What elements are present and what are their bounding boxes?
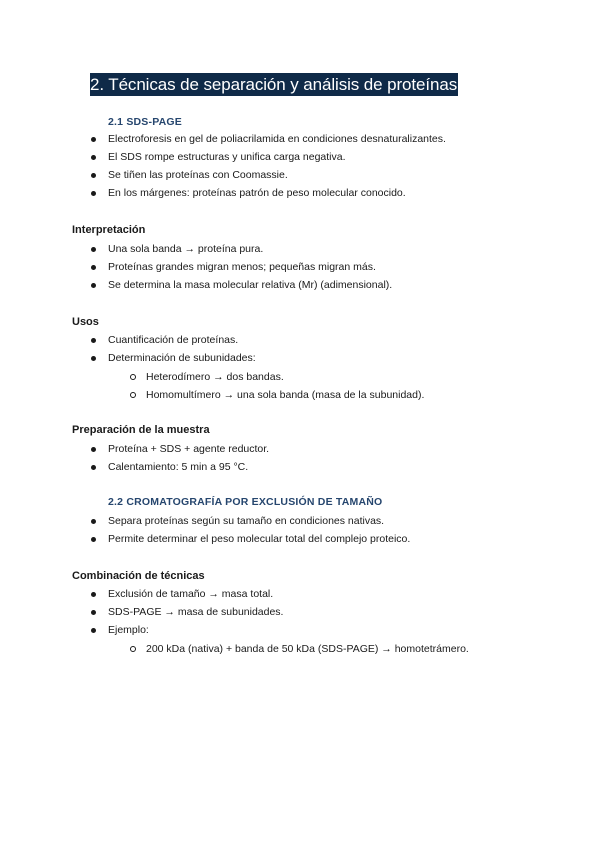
list-item: El SDS rompe estructuras y unifica carga negativa. (108, 148, 446, 166)
heading-usos: Usos (72, 316, 99, 328)
usos-list (108, 331, 256, 367)
list-item: Proteínas grandes migran menos; pequeñas migran más. (108, 258, 392, 276)
sub-list-item: Heterodímero → dos bandas. (146, 368, 424, 386)
list-item: SDS-PAGE → masa de subunidades. (108, 603, 283, 621)
list-item: Determinación de subunidades: (108, 349, 256, 367)
list-item: Separa proteínas según su tamaño en condiciones nativas. (108, 512, 410, 530)
list-item: Se determina la masa molecular relativa (Mr) (adimensional). (108, 276, 392, 294)
sds-page-list (108, 130, 446, 202)
usos-sublist (146, 368, 424, 404)
combinacion-list (108, 585, 283, 639)
interpretacion-list (108, 240, 392, 294)
list-item: Electroforesis en gel de poliacrilamida en condiciones desnaturalizantes. (108, 130, 446, 148)
heading-preparacion: Preparación de la muestra (72, 424, 210, 436)
sub-list-item: 200 kDa (nativa) + banda de 50 kDa (SDS-PAGE) → homotetrámero. (146, 640, 469, 658)
list-item: En los márgenes: proteínas patrón de peso molecular conocido. (108, 184, 446, 202)
section-heading-cromatografia: 2.2 CROMATOGRAFÍA POR EXCLUSIÓN DE TAMAÑO (108, 496, 383, 508)
list-item: Se tiñen las proteínas con Coomassie. (108, 166, 446, 184)
page-title: 2. Técnicas de separación y análisis de proteínas (90, 75, 458, 94)
list-item: Calentamiento: 5 min a 95 °C. (108, 458, 269, 476)
list-item: Cuantificación de proteínas. (108, 331, 256, 349)
list-item: Una sola banda → proteína pura. (108, 240, 392, 258)
heading-interpretacion: Interpretación (72, 224, 146, 236)
preparacion-list (108, 440, 269, 476)
list-item: Permite determinar el peso molecular total del complejo proteico. (108, 530, 410, 548)
heading-combinacion: Combinación de técnicas (72, 570, 205, 582)
list-item: Proteína + SDS + agente reductor. (108, 440, 269, 458)
combinacion-sublist (146, 640, 469, 658)
sub-list-item: Homomultímero → una sola banda (masa de la subunidad). (146, 386, 424, 404)
cromatografia-list (108, 512, 410, 548)
section-heading-sds-page: 2.1 SDS-PAGE (108, 116, 182, 128)
list-item: Exclusión de tamaño → masa total. (108, 585, 283, 603)
list-item: Ejemplo: (108, 621, 283, 639)
